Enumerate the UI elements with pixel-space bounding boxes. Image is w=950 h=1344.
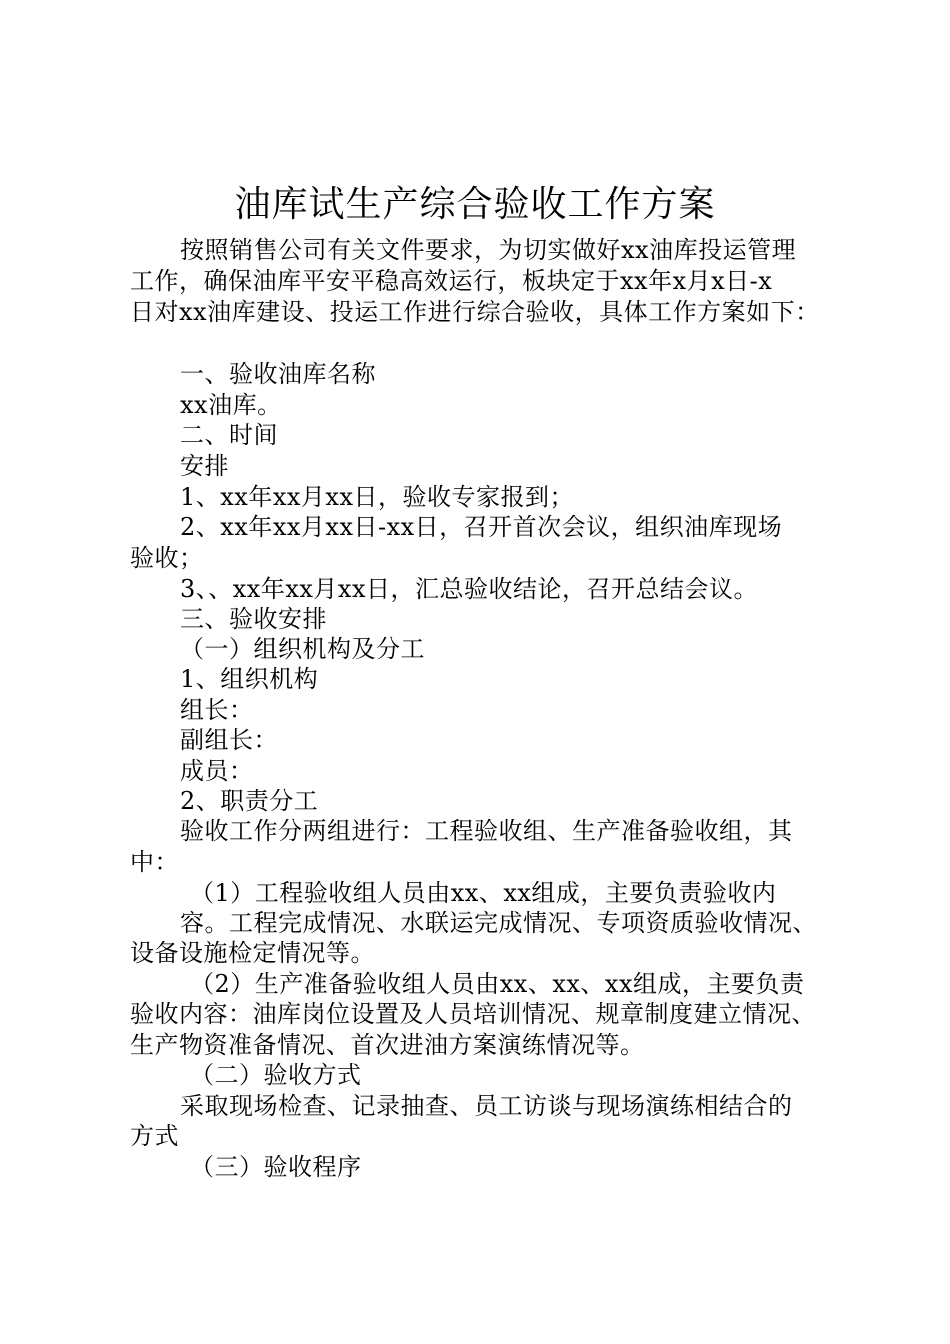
intro-line: 日对xx油库建设、投运工作进行综合验收，具体工作方案如下： [130, 298, 820, 326]
subsection-heading-org: （一）组织机构及分工 [180, 635, 425, 663]
members-label: 成员： [180, 757, 254, 785]
deputy-leader-label: 副组长： [180, 726, 278, 754]
group2-line: （2）生产准备验收组人员由xx、xx、xx组成，主要负责 [190, 970, 805, 998]
schedule-item: 2、xx年xx月xx日-xx日，召开首次会议，组织油库现场 [180, 513, 783, 541]
schedule-item: 1、xx年xx月xx日，验收专家报到； [180, 483, 574, 511]
group2-line: 验收内容：油库岗位设置及人员培训情况、规章制度建立情况、 [130, 1000, 816, 1028]
intro-line: 工作，确保油库平安平稳高效运行，板块定于xx年x月x日-x [130, 267, 773, 295]
duty-text-line: 中： [130, 848, 179, 876]
duty-text-line: 验收工作分两组进行：工程验收组、生产准备验收组，其 [180, 817, 793, 845]
intro-line: 按照销售公司有关文件要求，为切实做好xx油库投运管理 [180, 236, 797, 264]
group1-line: 容。工程完成情况、水联运完成情况、专项资质验收情况、 [180, 909, 817, 937]
document-title: 油库试生产综合验收工作方案 [234, 184, 716, 225]
section2-heading: 二、时间 [180, 421, 278, 449]
subsection-heading-procedure: （三）验收程序 [190, 1153, 362, 1181]
method-text-line: 方式 [130, 1122, 179, 1150]
subsection-heading-method: （二）验收方式 [190, 1061, 362, 1089]
schedule-item: 3、、xx年xx月xx日，汇总验收结论，召开总结会议。 [180, 575, 758, 603]
section2-subheading: 安排 [180, 452, 229, 480]
leader-label: 组长： [180, 696, 254, 724]
section1-body: xx油库。 [180, 391, 282, 419]
group1-line: 设备设施检定情况等。 [130, 939, 375, 967]
schedule-item-continuation: 验收； [130, 544, 204, 572]
method-text-line: 采取现场检查、记录抽查、员工访谈与现场演练相结合的 [180, 1092, 793, 1120]
group1-line: （1）工程验收组人员由xx、xx组成，主要负责验收内 [190, 879, 777, 907]
section3-heading: 三、验收安排 [180, 605, 327, 633]
org-heading: 1、组织机构 [180, 665, 319, 693]
duty-heading: 2、职责分工 [180, 787, 319, 815]
group2-line: 生产物资准备情况、首次进油方案演练情况等。 [130, 1031, 645, 1059]
section1-heading: 一、验收油库名称 [180, 360, 376, 388]
